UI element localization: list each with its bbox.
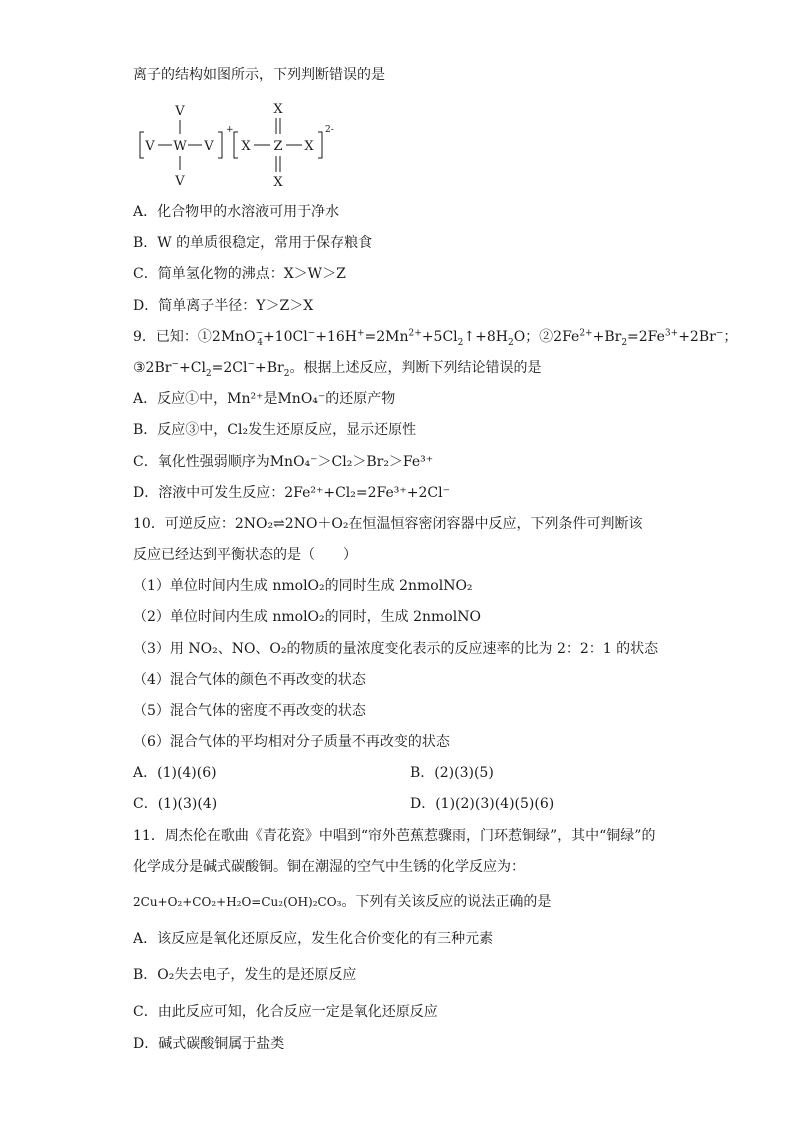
q11-option-a: A．该反应是氧化还原反应，发生化合价变化的有三种元素 [133,931,494,947]
q10-condition-5: （5）混合气体的密度不再改变的状态 [133,703,366,719]
cation-center-atom: W [173,139,187,154]
q8-option-c: C．简单氢化物的沸点：X＞W＞Z [133,266,346,282]
cation-bottom-atom: V [175,174,185,189]
q10-condition-6: （6）混合气体的平均相对分子质量不再改变的状态 [133,734,450,750]
q10-condition-1: （1）单位时间内生成 nmolO₂的同时生成 2nmolNO₂ [133,578,473,594]
q11-option-b: B．O₂失去电子，发生的是还原反应 [133,967,357,983]
q10-stem-line2: 反应已经达到平衡状态的是（ ） [133,547,357,563]
q9-option-c: C．氧化性强弱顺序为MnO₄⁻＞Cl₂＞Br₂＞Fe³⁺ [133,454,434,470]
anion-left-atom: X [241,139,251,154]
q11-option-d: D．碱式碳酸铜属于盐类 [133,1036,285,1052]
q11-stem-line1: 11．周杰伦在歌曲《青花瓷》中唱到“帘外芭蕉惹骤雨，门环惹铜绿”，其中“铜绿”的 [133,828,656,844]
ion-structure-diagram [138,100,348,192]
q10-option-b: B．(2)(3)(5) [410,765,494,781]
cation-left-atom: V [145,139,155,154]
anion-bottom-atom: X [273,175,283,190]
q11-equation: 2Cu+O₂+CO₂+H₂O=Cu₂(OH)₂CO₃ [133,895,342,909]
q8-option-d: D．简单离子半径：Y＞Z＞X [133,298,314,314]
q9-option-a: A．反应①中，Mn²⁺是MnO₄⁻的还原产物 [133,391,396,407]
q11-stem-line2: 化学成分是碱式碳酸铜。铜在潮湿的空气中生锈的化学反应为： [133,859,525,875]
q10-condition-3: （3）用 NO₂、NO、O₂的物质的量浓度变化表示的反应速率的比为 2：2：1 的状态 [133,641,659,657]
anion-charge: 2- [325,125,334,135]
q9-option-b: B．反应③中，Cl₂发生还原反应，显示还原性 [133,422,417,438]
q10-option-c: C．(1)(3)(4) [133,796,218,812]
q8-option-b: B．W 的单质很稳定，常用于保存粮食 [133,235,373,251]
q10-option-d: D．(1)(2)(3)(4)(5)(6) [410,796,555,812]
q8-option-a: A．化合物甲的水溶液可用于净水 [133,204,340,220]
q8-stem: 离子的结构如图所示，下列判断错误的是 [133,67,385,83]
q11-equation-tail: 。下列有关该反应的说法正确的是 [341,894,552,910]
anion-top-atom: X [273,102,283,117]
q10-option-a: A．(1)(4)(6) [133,765,217,781]
q10-stem-line1: 10．可逆反应：2NO₂⇌2NO＋O₂在恒温恒容密闭容器中反应，下列条件可判断该 [133,516,643,532]
q9-stem-line2: $③2Br^-+Cl_2=2Cl^-+Br_2$。根据上述反应，判断下列结论错误的是 [133,359,542,379]
cation-right-atom: V [204,139,214,154]
cation-top-atom: V [175,104,185,119]
q10-condition-4: （4）混合气体的颜色不再改变的状态 [133,672,366,688]
q9-option-d: D．溶液中可发生反应：2Fe²⁺+Cl₂=2Fe³⁺+2Cl⁻ [133,485,450,501]
q10-condition-2: （2）单位时间内生成 nmolO₂的同时，生成 2nmolNO [133,609,481,625]
anion-center-atom: Z [273,139,283,154]
q11-option-c: C．由此反应可知，化合反应一定是氧化还原反应 [133,1004,438,1020]
anion-right-atom: X [304,139,314,154]
cation-charge: + [226,125,234,135]
q9-stem-line1: 9．已知：$①2MnO^-_4+10Cl^-+16H^+=2Mn^{2+}+5Cl_2↑+8H_2O$；$②2Fe^{2+}+Br_2=2Fe^{3+}+2Br^-$； [133,328,738,348]
q11-equation-line [133,893,551,911]
